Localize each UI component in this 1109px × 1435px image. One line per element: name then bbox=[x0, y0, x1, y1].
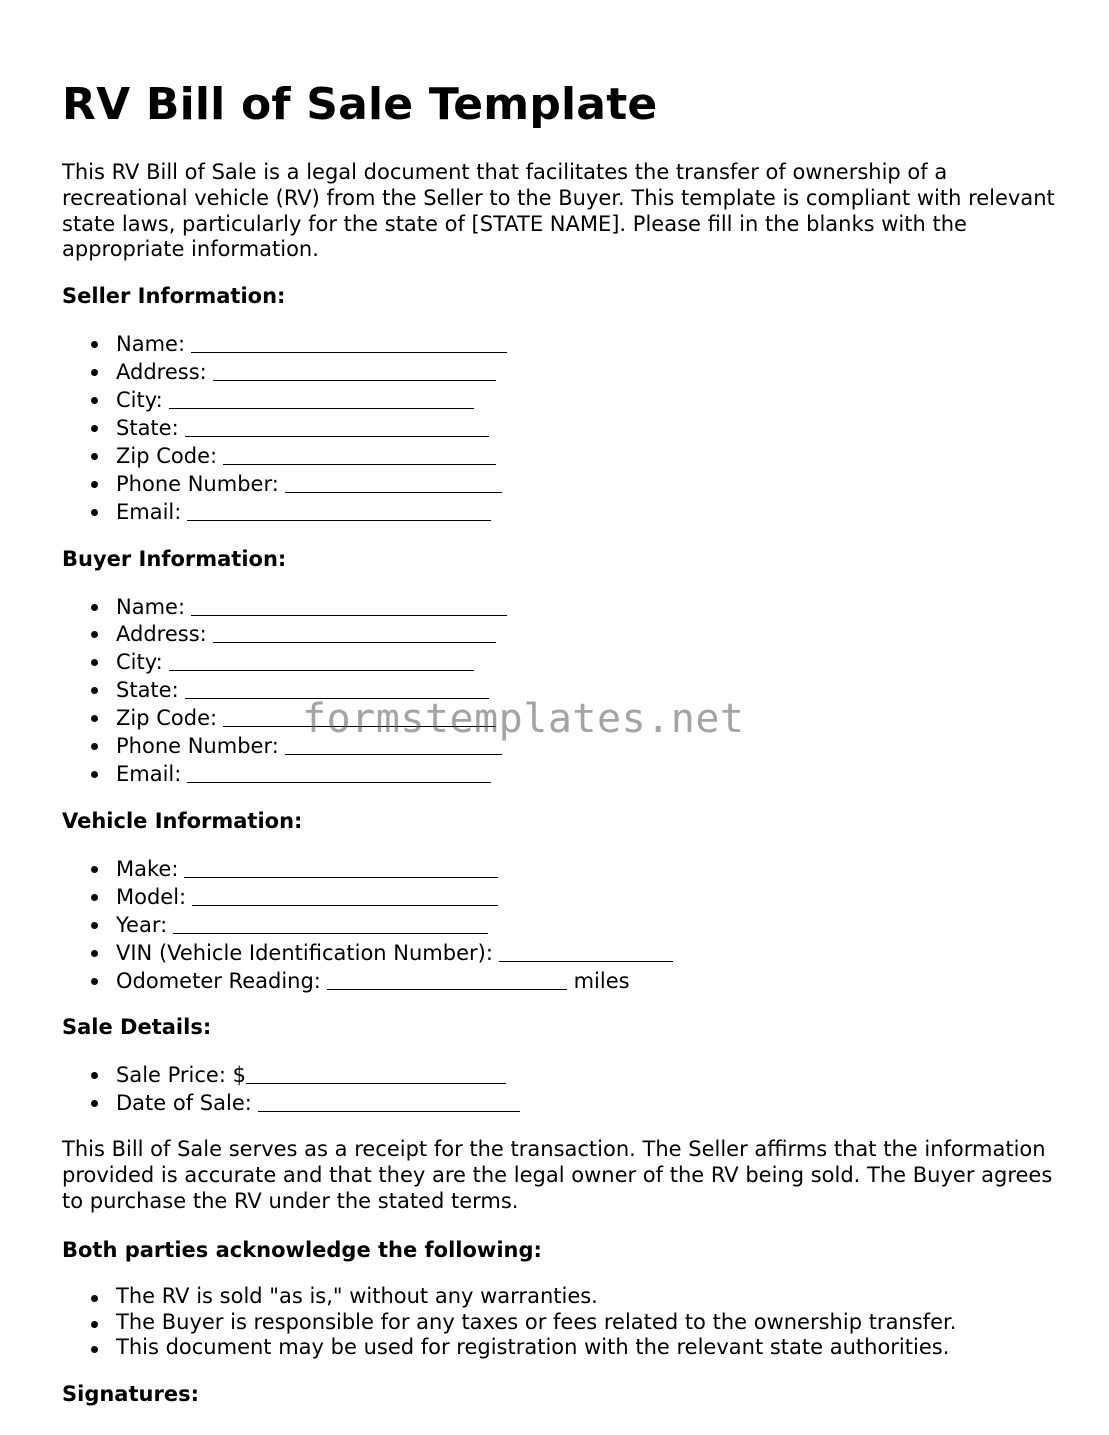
vehicle-vin-blank[interactable] bbox=[499, 941, 673, 962]
buyer-phone-blank[interactable] bbox=[285, 734, 502, 755]
sale-date-field: Date of Sale: bbox=[116, 1089, 1062, 1117]
buyer-city-field: City: bbox=[116, 648, 1062, 676]
vehicle-model-field: Model: bbox=[116, 883, 1062, 911]
sale-date-blank[interactable] bbox=[258, 1091, 520, 1112]
buyer-name-field: Name: bbox=[116, 593, 1062, 621]
buyer-heading: Buyer Information: bbox=[62, 546, 287, 571]
buyer-address-field: Address: bbox=[116, 620, 1062, 648]
vehicle-fields-list bbox=[62, 855, 1062, 995]
vehicle-model-blank[interactable] bbox=[192, 885, 498, 906]
seller-phone-blank[interactable] bbox=[285, 472, 502, 493]
vehicle-make-field: Make: bbox=[116, 855, 1062, 883]
acknowledge-item: The RV is sold "as is," without any warranties. bbox=[116, 1284, 1062, 1310]
buyer-zip-blank[interactable] bbox=[223, 706, 496, 727]
seller-zip-field: Zip Code: bbox=[116, 442, 1062, 470]
buyer-state-field: State: bbox=[116, 676, 1062, 704]
seller-state-blank[interactable] bbox=[185, 416, 489, 437]
buyer-address-blank[interactable] bbox=[213, 622, 496, 643]
acknowledge-heading: Both parties acknowledge the following: bbox=[62, 1237, 542, 1262]
seller-email-blank[interactable] bbox=[187, 500, 491, 521]
seller-address-field: Address: bbox=[116, 358, 1062, 386]
document-page bbox=[62, 78, 1062, 1428]
seller-state-field: State: bbox=[116, 414, 1062, 442]
vehicle-heading: Vehicle Information: bbox=[62, 808, 303, 833]
acknowledge-item: This document may be used for registration with the relevant state authorities. bbox=[116, 1335, 1062, 1361]
buyer-zip-field: Zip Code: bbox=[116, 704, 1062, 732]
seller-city-field: City: bbox=[116, 386, 1062, 414]
acknowledge-list bbox=[62, 1284, 1062, 1362]
vehicle-odometer-blank[interactable] bbox=[327, 969, 567, 990]
buyer-fields-list bbox=[62, 593, 1062, 788]
seller-fields-list bbox=[62, 330, 1062, 525]
vehicle-year-blank[interactable] bbox=[173, 913, 488, 934]
sale-price-blank[interactable] bbox=[246, 1063, 506, 1084]
buyer-email-field: Email: bbox=[116, 760, 1062, 788]
sale-fields-list bbox=[62, 1061, 1062, 1117]
vehicle-make-blank[interactable] bbox=[184, 857, 498, 878]
acknowledge-item: The Buyer is responsible for any taxes or fees related to the ownership transfer. bbox=[116, 1310, 1062, 1336]
vehicle-odometer-field: Odometer Reading: miles bbox=[116, 967, 1062, 995]
page-title: RV Bill of Sale Template bbox=[62, 79, 658, 130]
seller-phone-field: Phone Number: bbox=[116, 470, 1062, 498]
buyer-phone-field: Phone Number: bbox=[116, 732, 1062, 760]
signatures-heading: Signatures: bbox=[62, 1382, 199, 1407]
seller-address-blank[interactable] bbox=[213, 360, 496, 381]
seller-name-blank[interactable] bbox=[191, 332, 507, 353]
buyer-name-blank[interactable] bbox=[191, 595, 507, 616]
closing-paragraph: This Bill of Sale serves as a receipt for the transaction. The Seller affirms that the information provided is accurate and that they are the legal owner of the RV being sold. The Buyer agrees to purchase the RV under the stated terms. bbox=[62, 1137, 1053, 1213]
sale-heading: Sale Details: bbox=[62, 1015, 212, 1040]
buyer-email-blank[interactable] bbox=[187, 762, 491, 783]
seller-name-field: Name: bbox=[116, 330, 1062, 358]
intro-paragraph: This RV Bill of Sale is a legal document that facilitates the transfer of ownership of a recreational vehicle (RV) from the Seller to the Buyer. This template is compliant with relevant state laws, particularly for the state of [STATE NAME]. Please fill in the blanks with the appropriate information. bbox=[62, 160, 1055, 262]
seller-city-blank[interactable] bbox=[169, 388, 474, 409]
vehicle-year-field: Year: bbox=[116, 911, 1062, 939]
seller-zip-blank[interactable] bbox=[223, 444, 496, 465]
sale-price-field: Sale Price: $ bbox=[116, 1061, 1062, 1089]
buyer-state-blank[interactable] bbox=[185, 678, 489, 699]
watermark: formstemplates.net bbox=[302, 696, 745, 742]
buyer-city-blank[interactable] bbox=[169, 650, 474, 671]
seller-heading: Seller Information: bbox=[62, 284, 286, 309]
seller-email-field: Email: bbox=[116, 498, 1062, 526]
odometer-unit: miles bbox=[573, 968, 630, 993]
vehicle-vin-field: VIN (Vehicle Identification Number): bbox=[116, 939, 1062, 967]
